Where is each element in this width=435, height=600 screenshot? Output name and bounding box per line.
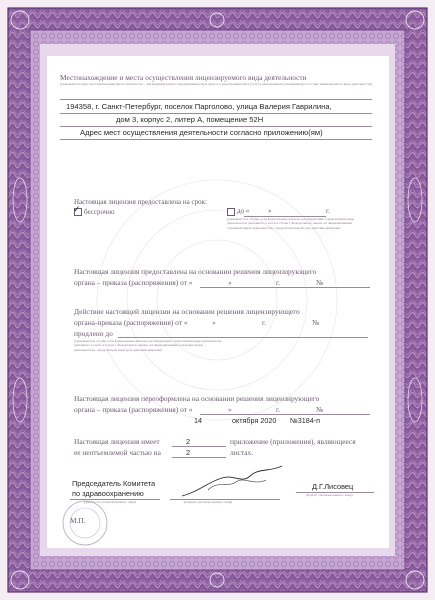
until-quote: » <box>268 207 272 215</box>
until-label: до « <box>237 207 250 215</box>
reissue-line-1: Настоящая лицензия переоформлена на основании решения лицензирующего <box>74 394 320 403</box>
checkmark-icon: ✓ <box>73 204 81 214</box>
until-note: (указывается в случае, если федеральным законом, регулирующим осуществление вида деятельности, указанного в части 4 статьи 1 Федерального закона «О лицензировании отдельных видов деятельности», предусмотрен иной срок действия лицензии) <box>227 217 354 230</box>
address-line-3: Адрес мест осуществления деятельности согласно приложению(ям) <box>80 128 323 137</box>
address-rule-3 <box>60 139 372 140</box>
extension-note: (указывается в случае, если федеральным законом, регулирующим осуществление вида деятельности, указанного в части 4 статьи 1 Федерального закона «О лицензировании отдельных видов деятельности», предусмотрен иной срок действия лицензии) <box>74 339 223 352</box>
stamp-label: М.П. <box>70 516 86 525</box>
annex-sheets: 2 <box>186 448 191 457</box>
extension-quote: » <box>212 318 216 327</box>
reissue-quote: » <box>228 405 232 414</box>
annex-line-1a: Настоящая лицензия имеет <box>74 437 160 446</box>
extension-number-sign: № <box>312 318 320 327</box>
position-caption: (должность уполномоченного лица) <box>84 500 136 504</box>
header-rule <box>60 99 372 100</box>
basis-line-2: органа – приказа (распоряжения) от « <box>74 278 193 287</box>
extension-line-2: органа-приказа (распоряжения) от « <box>74 318 188 327</box>
annex-line-2a: ее неотъемлемой частью на <box>74 448 161 457</box>
until-year: г. <box>326 207 330 215</box>
extension-rule <box>118 337 368 338</box>
header-title: Местонахождение и места осуществления лицензируемого вида деятельности <box>60 73 307 82</box>
basis-quote: » <box>228 278 232 287</box>
header-subtitle: (указываются адрес местонахождения (место жительства – для индивидуального предпринимателя) и адреса осуществления работ (услуг), выполняемых (оказываемых) в составе лицензируемого вида деятельности) <box>60 82 372 86</box>
address-rule-1 <box>60 113 372 114</box>
signer-position-line-1: Председатель Комитета <box>72 479 156 488</box>
name-caption: (Ф.И.О. уполномоченного лица) <box>306 493 353 497</box>
term-label: Настоящая лицензия предоставлена на срок: <box>74 198 207 206</box>
signer-position-line-2: по здравоохранению <box>72 489 144 498</box>
basis-year: г. <box>276 278 281 287</box>
signer-name: Д.Г.Лисовец <box>312 482 354 491</box>
extension-line-1: Действие настоящей лицензии на основании решения лицензирующего <box>74 307 300 316</box>
address-line-2: дом 3, корпус 2, литер А, помещение 52Н <box>116 115 264 124</box>
extension-year: г. <box>262 318 267 327</box>
reissue-number-sign: № <box>316 405 324 414</box>
annex-count-rule <box>172 446 226 447</box>
reissue-date: октября 2020 <box>232 416 277 425</box>
address-rule-2 <box>60 126 372 127</box>
basis-rule <box>200 287 370 288</box>
reissue-line-2: органа – приказа (распоряжения) от « <box>74 405 193 414</box>
extension-line-3: продлено до <box>74 329 113 338</box>
signature-caption: (подпись уполномоченного лица) <box>184 500 233 504</box>
reissue-day: 14 <box>194 416 202 425</box>
basis-line-1: Настоящая лицензия предоставлена на основании решения лицензирующего <box>74 267 317 276</box>
until-checkbox <box>227 208 235 216</box>
signature-scribble <box>178 462 288 502</box>
annex-line-1b: приложение (приложения), являющееся <box>230 437 356 446</box>
reissue-rule <box>200 414 370 415</box>
stamp-seal-icon <box>60 498 110 548</box>
annex-sheets-rule <box>172 457 226 458</box>
unlimited-label: бессрочно <box>84 208 115 216</box>
reissue-year: г. <box>276 405 281 414</box>
annex-line-2b: листах. <box>230 448 254 457</box>
reissue-number: №3184-п <box>290 416 320 425</box>
basis-number-sign: № <box>316 278 324 287</box>
annex-count: 2 <box>186 437 191 446</box>
address-line-1: 194358, г. Санкт-Петербург, поселок Парголово, улица Валерия Гаврилина, <box>66 102 332 111</box>
